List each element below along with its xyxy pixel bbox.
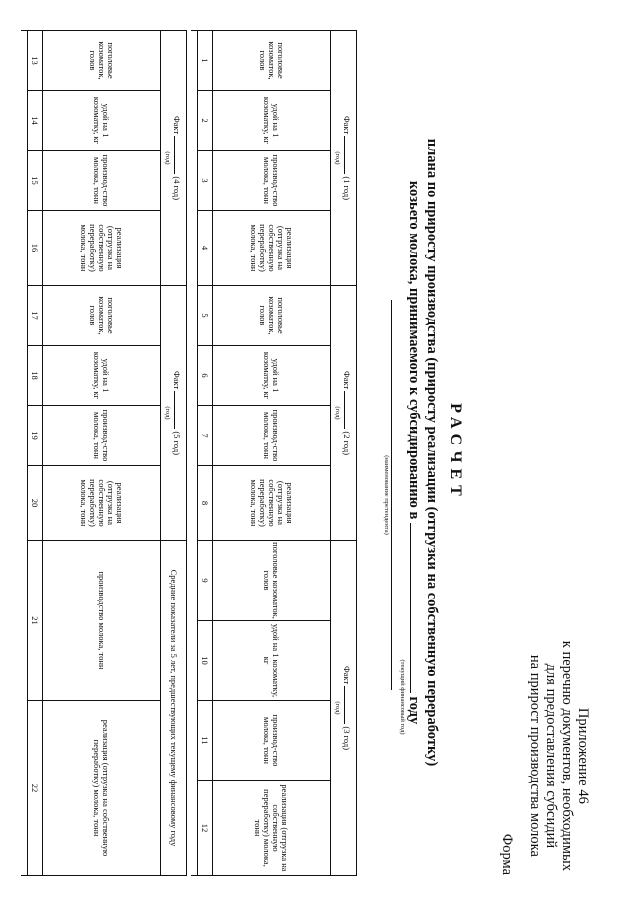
col-number: 2 [198,91,213,151]
col-number: 20 [28,466,43,541]
subtitle-line-2 [405,0,423,905]
col-sales: реализация (отгрузка на собственную переработку) молока, тонн [213,781,331,876]
col-production: производ-ство молока, тонн [43,151,161,211]
group-header-year-3: Факт (3 год) (год) [331,541,357,876]
calc-table-2 [22,30,188,876]
col-number: 7 [198,406,213,466]
col-goats: поголовье козоматок, голов [213,31,331,91]
col-avg-sales: реализация (отгрузка на собственную переработку) молока, тонн [43,701,161,876]
group-header-average: Средние показатели за 5 лет, предшествующих текущему финансовому году [161,541,187,876]
col-number: 10 [198,621,213,701]
col-number: 8 [198,466,213,541]
appendix-line: на прирост производства молока [527,654,543,857]
year-fill-line [410,523,423,693]
col-production: производ-ство молока, тонн [43,406,161,466]
col-number: 21 [28,541,43,701]
appendix-header [527,641,591,871]
col-number: 5 [198,286,213,346]
col-production: производ-ство молока, тонн [213,151,331,211]
col-production: производ-ство молока, тонн [213,701,331,781]
applicant-caption: (наименование претендента) [383,300,392,690]
col-number: 13 [28,31,43,91]
group-header-year-2: Факт (2 год) (год) [331,286,357,541]
subtitle-line-2-start: козьего молока, принимаемого к субсидированию в [406,180,422,520]
subtitle-line-1: плана по приросту производства (приросту реализации (отгрузки на собственную переработку) [424,138,440,767]
col-avg-production: производство молока, тонн [43,541,161,701]
col-number: 9 [198,541,213,621]
group-header-year-4: Факт (4 год) (год) [161,31,187,286]
col-number: 11 [198,701,213,781]
col-sales: реализация (отгрузка на собственную переработку) молока, тонн [213,211,331,286]
col-number: 16 [28,211,43,286]
col-sales: реализация (отгрузка на собственную переработку) молока, тонн [43,211,161,286]
group-header-year-5: Факт (5 год) (год) [161,286,187,541]
col-yield: удой на 1 козоматку, кг [213,91,331,151]
col-yield: удой на 1 козоматку, кг [213,346,331,406]
col-number: 6 [198,346,213,406]
col-number: 1 [198,31,213,91]
appendix-line: к перечню документов, необходимых [559,640,575,871]
col-number: 22 [28,701,43,876]
col-goats: поголовье козоматок, голов [43,31,161,91]
subtitle-line-2-end: году [406,696,422,725]
col-number: 4 [198,211,213,286]
calc-table-1 [192,30,358,876]
col-goats: поголовье козоматок, голов [213,286,331,346]
col-production: производ-ство молока, тонн [213,406,331,466]
col-number: 12 [198,781,213,876]
col-number: 14 [28,91,43,151]
col-goats: поголовье козоматок, голов [43,286,161,346]
appendix-line: Приложение 46 [575,707,591,804]
empty-row [192,31,198,876]
col-sales: реализация (отгрузка на собственную переработку) молока, тонн [213,466,331,541]
col-number: 15 [28,151,43,211]
empty-row [22,31,28,876]
col-yield: удой на 1 козоматку, кг [213,621,331,701]
col-number: 17 [28,286,43,346]
group-header-year-1: Факт (1 год) (год) [331,31,357,286]
appendix-line: для предоставления субсидий [543,663,559,849]
col-number: 3 [198,151,213,211]
col-goats: поголовье козоматок, голов [213,541,331,621]
col-yield: удой на 1 козоматку, кг [43,346,161,406]
document-subtitle [405,0,440,905]
col-sales: реализация (отгрузка на собственную переработку) молока, тонн [43,466,161,541]
col-yield: удой на 1 козоматку, кг [43,91,161,151]
col-number: 19 [28,406,43,466]
document-title: РАСЧЕТ [447,403,464,502]
form-label: Форма [499,833,515,875]
year-caption: (текущий финансовый год) [399,659,406,735]
col-number: 18 [28,346,43,406]
